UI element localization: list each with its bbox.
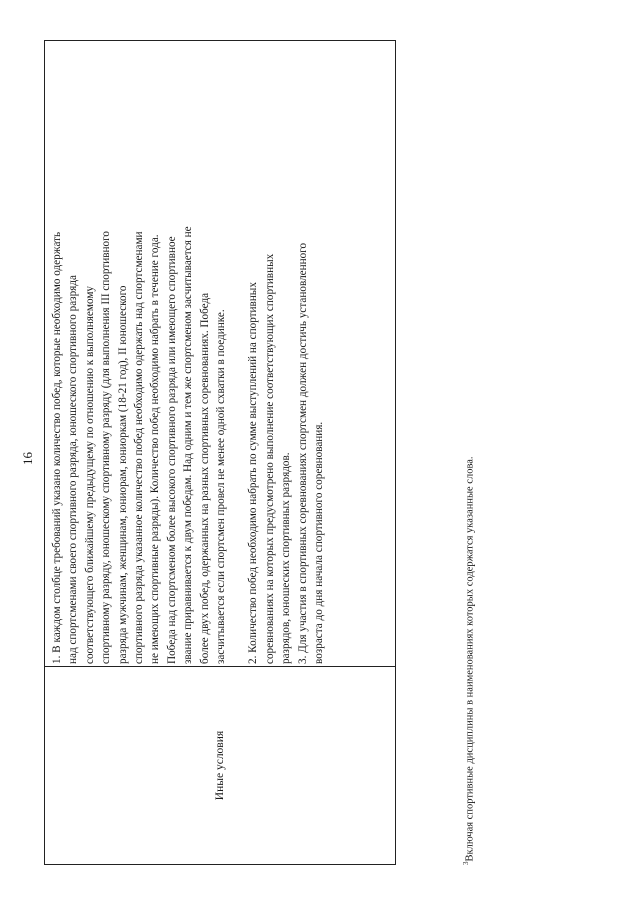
table-label: Иные условия (214, 730, 226, 801)
note-3-line: возраста до дня начала спортивного соревнования. (313, 421, 326, 664)
note-1 (49, 49, 229, 664)
note-2 (245, 49, 294, 664)
note-1-line: Победа над спортсменом более высокого спортивного разряда или имеющего спортивное (165, 236, 178, 664)
note-1-line: спортивному разряду, юношескому спортивному разряду (для выполнения III спортивного (100, 231, 113, 664)
table-label-cell (45, 667, 395, 864)
conditions-table (44, 40, 396, 865)
page-number: 16 (20, 452, 35, 465)
note-1-line: над спортсменами своего спортивного разряда, юношеского спортивного разряда (67, 275, 80, 664)
note-3-line: 3. Для участия в спортивных соревнованиях спортсмен должен достичь установленного (296, 242, 309, 664)
note-1-line: более двух побед, одержанных на разных спортивных соревнованиях. Победа (198, 292, 211, 664)
note-2-line: 2. Количество побед необходимо набрать по сумме выступлений на спортивных (247, 282, 260, 664)
footnote-text: Включая спортивные дисциплины в наименованиях которых содержатся указанные слова. (464, 456, 476, 862)
note-1-line: засчитывается если спортсмен провел не менее одной схватки в поединке. (215, 309, 228, 664)
table-content-cell (49, 49, 328, 664)
note-2-line: соревнованиях на которых предусмотрено выполнение соответствующих спортивных (263, 253, 276, 664)
note-1-line: соответствующего ближайшему предыдущему по отношению к выполняемому (83, 285, 96, 664)
note-1-line: разряда мужчинам, женщинам, юниорам, юниоркам (18-21 год), II юношеского (116, 285, 129, 664)
paragraph-spacer (229, 49, 245, 664)
note-2-line: разрядов, юношеских спортивных разрядов. (280, 452, 293, 664)
footnote (462, 456, 476, 865)
note-3 (295, 49, 328, 664)
note-1-line: звание приравнивается к двум победам. Над одним и тем же спортсменом засчитывается не (182, 226, 195, 664)
footnote-marker: 3 (462, 861, 470, 865)
note-1-line: спортивного разряда указанное количество побед необходимо одержать над спортсменами (133, 231, 146, 664)
note-1-line: 1. В каждом столбце требований указано количество побед, которые необходимо одержать (51, 231, 63, 664)
column-divider (45, 666, 395, 667)
note-1-line: не имеющих спортивные разряды). Количество побед необходимо набрать в течение года. (149, 234, 162, 664)
